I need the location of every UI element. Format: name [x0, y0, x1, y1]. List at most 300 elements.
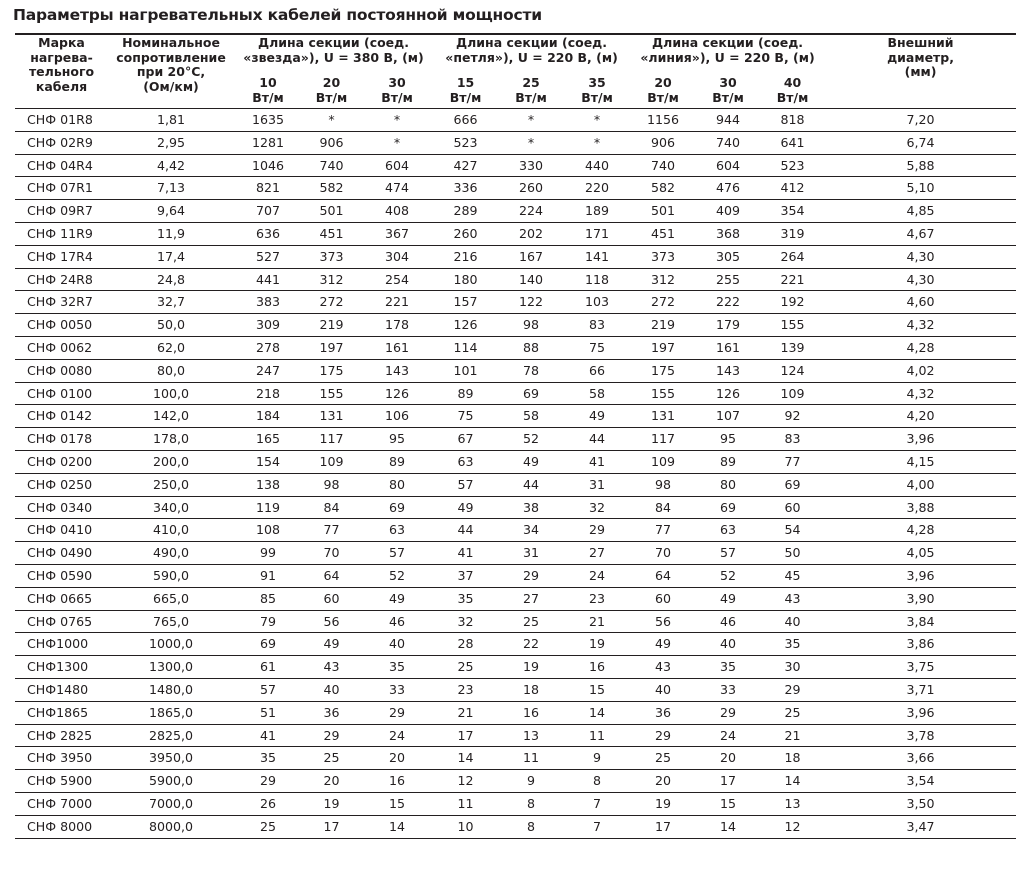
header-power-value: 20: [322, 75, 341, 90]
table-row: [15, 200, 1016, 223]
cell-diameter: 3,84: [825, 610, 1016, 633]
cell-loop-25: 31: [498, 542, 564, 565]
cell-loop-15: 28: [433, 633, 498, 656]
cell-line-30: 126: [696, 382, 760, 405]
header-power-cell: [696, 76, 760, 109]
cell-diameter: 4,28: [825, 336, 1016, 359]
cell-diameter: 3,88: [825, 496, 1016, 519]
cell-star-20: 117: [302, 428, 361, 451]
cell-star-20: 906: [302, 131, 361, 154]
header-group-line: Длина секции (соед.: [258, 35, 410, 50]
cell-star-20: 98: [302, 473, 361, 496]
cell-line-40: 221: [760, 268, 825, 291]
cell-line-30: 24: [696, 724, 760, 747]
cell-line-20: 43: [630, 656, 696, 679]
cell-star-30: 106: [361, 405, 433, 428]
page-title: Параметры нагревательных кабелей постоянной мощности: [13, 6, 542, 24]
cell-star-30: 126: [361, 382, 433, 405]
cell-mark: СНФ 02R9: [15, 131, 108, 154]
cell-resistance: 142,0: [108, 405, 234, 428]
cell-star-10: 108: [234, 519, 302, 542]
table-row: [15, 701, 1016, 724]
table-row: [15, 496, 1016, 519]
cell-line-20: 17: [630, 815, 696, 838]
cell-star-30: 254: [361, 268, 433, 291]
cell-loop-25: 78: [498, 359, 564, 382]
table-row: [15, 109, 1016, 132]
cell-loop-35: 16: [564, 656, 630, 679]
cell-mark: СНФ 3950: [15, 747, 108, 770]
cell-loop-15: 37: [433, 564, 498, 587]
cell-loop-25: 330: [498, 154, 564, 177]
cell-loop-25: 19: [498, 656, 564, 679]
cell-star-30: 20: [361, 747, 433, 770]
cell-resistance: 340,0: [108, 496, 234, 519]
cell-diameter: 3,96: [825, 564, 1016, 587]
cell-diameter: 4,85: [825, 200, 1016, 223]
header-resistance-line: Номинальное: [122, 35, 220, 50]
cell-line-20: 219: [630, 314, 696, 337]
cell-star-10: 821: [234, 177, 302, 200]
header-power-unit: Вт/м: [647, 89, 679, 105]
cell-loop-25: *: [498, 131, 564, 154]
cell-line-40: 29: [760, 678, 825, 701]
cell-line-20: 20: [630, 770, 696, 793]
cell-star-30: 15: [361, 792, 433, 815]
header-power-cell: [302, 76, 361, 109]
cell-star-20: 131: [302, 405, 361, 428]
cell-star-30: 604: [361, 154, 433, 177]
cell-line-30: 17: [696, 770, 760, 793]
cell-line-20: 272: [630, 291, 696, 314]
cell-star-30: 69: [361, 496, 433, 519]
header-mark-line: Марка: [38, 35, 85, 50]
cell-star-20: 70: [302, 542, 361, 565]
cell-resistance: 1300,0: [108, 656, 234, 679]
header-resistance: [108, 36, 234, 109]
cell-mark: СНФ 11R9: [15, 222, 108, 245]
cell-loop-15: 89: [433, 382, 498, 405]
cell-loop-25: 18: [498, 678, 564, 701]
cell-loop-35: *: [564, 109, 630, 132]
cell-star-10: 154: [234, 450, 302, 473]
cell-line-40: 54: [760, 519, 825, 542]
cell-loop-15: 523: [433, 131, 498, 154]
cell-diameter: 7,20: [825, 109, 1016, 132]
cell-loop-25: 8: [498, 815, 564, 838]
cell-line-30: 89: [696, 450, 760, 473]
cell-mark: СНФ 0590: [15, 564, 108, 587]
cell-mark: СНФ1480: [15, 678, 108, 701]
cell-line-40: 12: [760, 815, 825, 838]
cell-line-20: 1156: [630, 109, 696, 132]
table-row: [15, 473, 1016, 496]
cell-diameter: 4,20: [825, 405, 1016, 428]
cell-loop-35: 41: [564, 450, 630, 473]
cell-loop-15: 289: [433, 200, 498, 223]
cell-line-40: 13: [760, 792, 825, 815]
cell-line-20: 70: [630, 542, 696, 565]
cell-star-10: 25: [234, 815, 302, 838]
cell-line-20: 84: [630, 496, 696, 519]
cell-line-30: 368: [696, 222, 760, 245]
cell-mark: СНФ 09R7: [15, 200, 108, 223]
cell-star-10: 99: [234, 542, 302, 565]
cell-line-30: 604: [696, 154, 760, 177]
cell-line-30: 52: [696, 564, 760, 587]
cell-line-20: 451: [630, 222, 696, 245]
cell-star-30: 95: [361, 428, 433, 451]
cell-loop-15: 260: [433, 222, 498, 245]
cell-loop-25: 167: [498, 245, 564, 268]
cell-loop-15: 101: [433, 359, 498, 382]
cell-star-10: 35: [234, 747, 302, 770]
cell-loop-35: 21: [564, 610, 630, 633]
cell-line-20: 501: [630, 200, 696, 223]
cell-diameter: 3,66: [825, 747, 1016, 770]
cell-loop-15: 126: [433, 314, 498, 337]
cell-line-30: 476: [696, 177, 760, 200]
cell-mark: СНФ 0080: [15, 359, 108, 382]
cell-resistance: 590,0: [108, 564, 234, 587]
header-power-unit: Вт/м: [381, 89, 413, 105]
cell-resistance: 1865,0: [108, 701, 234, 724]
cell-line-20: 60: [630, 587, 696, 610]
cell-mark: СНФ 07R1: [15, 177, 108, 200]
cell-mark: СНФ 8000: [15, 815, 108, 838]
cell-line-40: 124: [760, 359, 825, 382]
cell-star-10: 51: [234, 701, 302, 724]
header-power-value: 15: [456, 75, 475, 90]
cell-resistance: 200,0: [108, 450, 234, 473]
cell-line-20: 25: [630, 747, 696, 770]
cell-star-10: 636: [234, 222, 302, 245]
header-mark-line: кабеля: [35, 78, 88, 94]
cell-resistance: 490,0: [108, 542, 234, 565]
cell-line-40: 43: [760, 587, 825, 610]
table-row: [15, 564, 1016, 587]
cell-loop-35: 7: [564, 815, 630, 838]
header-power-unit: Вт/м: [712, 89, 744, 105]
cell-star-30: 35: [361, 656, 433, 679]
cell-line-40: 319: [760, 222, 825, 245]
cell-loop-15: 67: [433, 428, 498, 451]
header-power-cell: [498, 76, 564, 109]
cell-diameter: 6,74: [825, 131, 1016, 154]
cell-star-20: 56: [302, 610, 361, 633]
table-row: [15, 405, 1016, 428]
cell-star-10: 165: [234, 428, 302, 451]
cell-resistance: 4,42: [108, 154, 234, 177]
cell-line-40: 83: [760, 428, 825, 451]
cell-star-30: 16: [361, 770, 433, 793]
cell-line-40: 69: [760, 473, 825, 496]
cell-loop-25: 122: [498, 291, 564, 314]
table-row: [15, 519, 1016, 542]
cell-line-20: 29: [630, 724, 696, 747]
cell-line-40: 25: [760, 701, 825, 724]
cell-loop-15: 180: [433, 268, 498, 291]
header-power-unit: Вт/м: [515, 89, 547, 105]
header-power-cell: [433, 76, 498, 109]
cell-line-30: 49: [696, 587, 760, 610]
cell-diameter: 3,96: [825, 701, 1016, 724]
header-power-unit: Вт/м: [581, 89, 613, 105]
cell-line-30: 29: [696, 701, 760, 724]
table-row: [15, 154, 1016, 177]
cell-line-20: 740: [630, 154, 696, 177]
cell-loop-35: 15: [564, 678, 630, 701]
cell-star-30: 143: [361, 359, 433, 382]
table-row: [15, 268, 1016, 291]
header-group-line: «звезда»), U = 380 В, (м): [243, 49, 424, 65]
cell-loop-15: 10: [433, 815, 498, 838]
cell-loop-25: 98: [498, 314, 564, 337]
table-row: [15, 792, 1016, 815]
cell-line-30: 80: [696, 473, 760, 496]
table-row: [15, 815, 1016, 838]
cable-parameters-table: [15, 36, 1016, 839]
cell-star-20: 155: [302, 382, 361, 405]
cell-star-20: 272: [302, 291, 361, 314]
cell-loop-25: 25: [498, 610, 564, 633]
table-row: [15, 314, 1016, 337]
cell-star-20: 43: [302, 656, 361, 679]
cell-star-30: 89: [361, 450, 433, 473]
cell-star-20: 197: [302, 336, 361, 359]
cell-line-40: 45: [760, 564, 825, 587]
cell-star-10: 85: [234, 587, 302, 610]
cell-star-30: 24: [361, 724, 433, 747]
cell-star-10: 707: [234, 200, 302, 223]
cell-star-20: 109: [302, 450, 361, 473]
header-diameter-line: Внешний: [887, 35, 954, 50]
cell-star-20: 582: [302, 177, 361, 200]
cell-loop-35: 75: [564, 336, 630, 359]
cell-star-20: 312: [302, 268, 361, 291]
table-row: [15, 222, 1016, 245]
cell-line-20: 117: [630, 428, 696, 451]
cell-diameter: 4,15: [825, 450, 1016, 473]
cell-loop-25: 52: [498, 428, 564, 451]
cell-loop-35: 11: [564, 724, 630, 747]
header-power-value: 35: [588, 75, 606, 90]
cell-loop-25: 49: [498, 450, 564, 473]
cell-loop-25: 9: [498, 770, 564, 793]
cell-diameter: 3,78: [825, 724, 1016, 747]
table-row: [15, 131, 1016, 154]
cell-star-10: 218: [234, 382, 302, 405]
cell-line-30: 15: [696, 792, 760, 815]
cell-star-20: 60: [302, 587, 361, 610]
cell-loop-35: 8: [564, 770, 630, 793]
cell-mark: СНФ 0250: [15, 473, 108, 496]
cell-line-30: 740: [696, 131, 760, 154]
cell-resistance: 11,9: [108, 222, 234, 245]
table-row: [15, 770, 1016, 793]
cell-line-40: 21: [760, 724, 825, 747]
cell-loop-35: 220: [564, 177, 630, 200]
cell-resistance: 62,0: [108, 336, 234, 359]
cell-line-40: 50: [760, 542, 825, 565]
cell-diameter: 3,96: [825, 428, 1016, 451]
header-group-star: [234, 36, 433, 76]
cell-line-30: 33: [696, 678, 760, 701]
cell-loop-25: 224: [498, 200, 564, 223]
cell-diameter: 3,50: [825, 792, 1016, 815]
header-power-value: 20: [654, 75, 672, 90]
cell-star-10: 69: [234, 633, 302, 656]
table-row: [15, 633, 1016, 656]
cell-loop-25: 34: [498, 519, 564, 542]
cell-line-40: 40: [760, 610, 825, 633]
table-row: [15, 542, 1016, 565]
header-power-value: 25: [522, 75, 540, 90]
cell-loop-35: 189: [564, 200, 630, 223]
cell-loop-15: 666: [433, 109, 498, 132]
header-mark-line: тельного: [28, 64, 95, 79]
cell-line-40: 92: [760, 405, 825, 428]
table-header: [15, 36, 1016, 109]
cell-line-40: 14: [760, 770, 825, 793]
cell-line-20: 312: [630, 268, 696, 291]
cell-star-10: 57: [234, 678, 302, 701]
cell-line-30: 14: [696, 815, 760, 838]
cell-loop-15: 427: [433, 154, 498, 177]
cell-resistance: 178,0: [108, 428, 234, 451]
cell-star-10: 1281: [234, 131, 302, 154]
cell-line-40: 30: [760, 656, 825, 679]
table-row: [15, 656, 1016, 679]
cell-diameter: 3,86: [825, 633, 1016, 656]
header-power-cell: [630, 76, 696, 109]
cell-loop-15: 49: [433, 496, 498, 519]
cell-mark: СНФ 0490: [15, 542, 108, 565]
cell-loop-15: 17: [433, 724, 498, 747]
header-diameter-line: диаметр,: [887, 49, 955, 65]
cell-line-20: 131: [630, 405, 696, 428]
cell-star-20: 373: [302, 245, 361, 268]
cell-resistance: 2825,0: [108, 724, 234, 747]
cell-line-30: 46: [696, 610, 760, 633]
table-row: [15, 245, 1016, 268]
cell-loop-15: 23: [433, 678, 498, 701]
cell-line-20: 373: [630, 245, 696, 268]
cell-line-40: 77: [760, 450, 825, 473]
cell-line-20: 40: [630, 678, 696, 701]
table-row: [15, 450, 1016, 473]
cell-star-20: 219: [302, 314, 361, 337]
cell-resistance: 8000,0: [108, 815, 234, 838]
cell-loop-15: 57: [433, 473, 498, 496]
cell-line-30: 20: [696, 747, 760, 770]
cell-star-10: 29: [234, 770, 302, 793]
cell-star-30: 33: [361, 678, 433, 701]
cell-loop-35: 83: [564, 314, 630, 337]
cell-star-10: 91: [234, 564, 302, 587]
cell-line-20: 906: [630, 131, 696, 154]
cell-resistance: 80,0: [108, 359, 234, 382]
cell-line-40: 818: [760, 109, 825, 132]
cell-loop-15: 11: [433, 792, 498, 815]
cell-line-30: 222: [696, 291, 760, 314]
cell-mark: СНФ 7000: [15, 792, 108, 815]
header-power-value: 10: [259, 75, 277, 90]
cell-star-10: 138: [234, 473, 302, 496]
cell-diameter: 4,30: [825, 245, 1016, 268]
cell-loop-35: 31: [564, 473, 630, 496]
cell-star-30: *: [361, 109, 433, 132]
cell-star-30: *: [361, 131, 433, 154]
cell-loop-35: 19: [564, 633, 630, 656]
cell-resistance: 50,0: [108, 314, 234, 337]
header-resistance-line: при 20°С,: [136, 64, 206, 79]
table-row: [15, 177, 1016, 200]
cell-star-30: 46: [361, 610, 433, 633]
cell-star-20: 77: [302, 519, 361, 542]
header-mark-line: нагрева-: [30, 49, 93, 65]
cell-diameter: 4,67: [825, 222, 1016, 245]
cell-loop-35: 440: [564, 154, 630, 177]
cell-mark: СНФ 17R4: [15, 245, 108, 268]
cell-loop-35: 9: [564, 747, 630, 770]
cell-loop-35: 32: [564, 496, 630, 519]
cell-line-30: 409: [696, 200, 760, 223]
header-group-line: [630, 36, 825, 76]
cell-resistance: 17,4: [108, 245, 234, 268]
cell-loop-25: 58: [498, 405, 564, 428]
cell-line-40: 60: [760, 496, 825, 519]
cell-loop-25: 260: [498, 177, 564, 200]
cell-loop-35: 66: [564, 359, 630, 382]
cell-line-40: 192: [760, 291, 825, 314]
cell-line-30: 143: [696, 359, 760, 382]
cell-mark: СНФ1000: [15, 633, 108, 656]
cell-star-10: 247: [234, 359, 302, 382]
cell-star-20: 29: [302, 724, 361, 747]
cell-loop-25: 11: [498, 747, 564, 770]
cell-star-20: 19: [302, 792, 361, 815]
cell-star-30: 49: [361, 587, 433, 610]
cell-diameter: 5,88: [825, 154, 1016, 177]
cell-mark: СНФ 0765: [15, 610, 108, 633]
header-resistance-line: сопротивление: [116, 49, 226, 65]
cell-line-20: 64: [630, 564, 696, 587]
cell-star-30: 29: [361, 701, 433, 724]
table-row: [15, 336, 1016, 359]
cell-resistance: 24,8: [108, 268, 234, 291]
cell-line-20: 155: [630, 382, 696, 405]
table-row: [15, 678, 1016, 701]
cell-line-40: 35: [760, 633, 825, 656]
cell-mark: СНФ 0100: [15, 382, 108, 405]
cell-mark: СНФ 0410: [15, 519, 108, 542]
cell-star-30: 80: [361, 473, 433, 496]
cell-line-30: 305: [696, 245, 760, 268]
cell-loop-15: 32: [433, 610, 498, 633]
cell-line-30: 35: [696, 656, 760, 679]
cell-line-30: 57: [696, 542, 760, 565]
cell-mark: СНФ 01R8: [15, 109, 108, 132]
cell-star-30: 14: [361, 815, 433, 838]
cell-loop-35: 118: [564, 268, 630, 291]
cell-loop-25: 8: [498, 792, 564, 815]
cell-loop-35: 171: [564, 222, 630, 245]
cell-loop-15: 25: [433, 656, 498, 679]
cell-mark: СНФ 0665: [15, 587, 108, 610]
cell-loop-35: 103: [564, 291, 630, 314]
cell-resistance: 1,81: [108, 109, 234, 132]
